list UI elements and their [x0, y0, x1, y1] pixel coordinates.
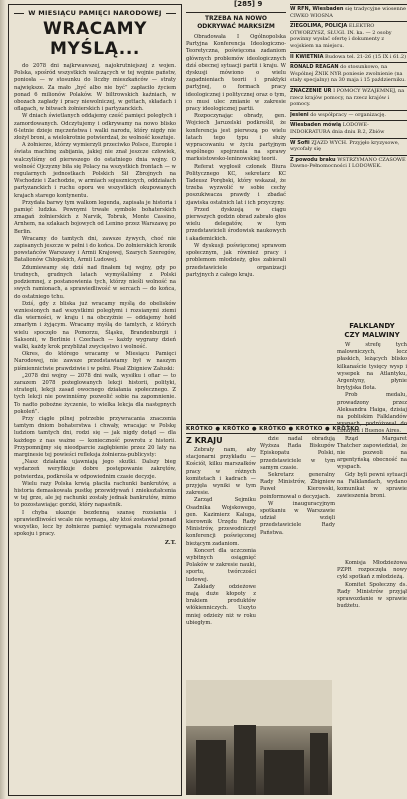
paragraph: „Nasz działania ujawniają jego skutki. Dalszy bieg wydarzeń weryfikuje dobre postępowanie zakrętów, potwierdza, podkreśla w odpowiednim czasie decyzje.	[14, 459, 176, 480]
brief-text: do współpracy — organizację.	[310, 111, 386, 118]
photo-sky	[186, 680, 332, 726]
brief-item	[290, 155, 407, 172]
paragraph: W strefę tych malowniczych, lecz płaskich, leżących blisko kilkanaście tysięcy wysp i wysepek na Atlantyku, Argentyny, płynie brytyjska flota.	[337, 342, 407, 392]
brief-item	[290, 110, 407, 121]
section-z-kraju-cont	[260, 436, 335, 676]
article-body	[186, 34, 286, 279]
brief-text: ZJAZD WYCH. Przyjęło kryzysowe, wycofały się	[290, 139, 400, 153]
headline-line: ODKRYWAĆ MARKSIZM	[197, 22, 275, 30]
news-item: Zakłady odzieżowe mają duże kłopoty z brakiem produktów włókienniczych. Uszyto mniej odzieży niż w roku ubiegłym.	[186, 583, 256, 626]
paragraph: do 2078 dni najkrwawszej, najokrutniejszej z wojen. Polska, spośród wszystkich walczących w tej wojnie państw, poniosła — w stosunku do liczby mieszkańców — straty największe. Za mało „być albo nie być” zapłaciło życiem ponad 6 milionów Polaków. W biltrowskich kaźniach, w obozach zagłady i pracy niewolniczej, w gettach, składach i oflagach, w bitwach żołnierskich i partyzanckich.	[14, 63, 176, 113]
kicker-row	[14, 9, 176, 17]
paragraph: Przy ciągłe pilnej potrzebie przywracania znaczenia tamtym dniom bohaterstwa i chwały, wracając w Polskę ludziom tamtych dni, rodzi się — jak nigdy dotąd — dla każdego z nas ważne — konieczność powrotu z historii. Przypomnijmy się nieodparcie zagłębienie przez 20 laty na marginesie tej powieści refleksja żołnierza-publicysty:	[14, 415, 176, 458]
article-kicker: W MIESIĄCU PAMIĘCI NARODOWEJ	[28, 9, 162, 17]
brief-item	[290, 62, 407, 86]
paragraph: Prob medalu, prowadzony przez Aleksandra Haiga, dzisiaj na pobliskim Falklandów wyspach, podróżował do Londynu i Buenos Aires.	[337, 392, 407, 435]
brief-title: RONALD REAGAN	[290, 64, 339, 71]
brief-item	[290, 21, 407, 51]
article-headline	[186, 12, 286, 30]
paragraph: Gdy byli pewni sytuacji na Falklandach, wydano komunikat w sprawie zawieszenia broni.	[337, 471, 407, 500]
article-wracamy-mysla	[8, 4, 182, 796]
headline-line: FALKLANDY	[349, 322, 395, 330]
article-body	[337, 342, 407, 500]
news-item: Zebrały nam, aby stacjonarni przykładu — Kościół, kilku marszałków pracy w różnych komitetach i kadrach — przyjęła wyniki w tym zakresie.	[186, 447, 256, 497]
paragraph: Okres, do którego wracamy w Miesiącu Pamięci Narodowej, nie zawsze przedstawiamy był w naszym piśmiennictwie prawdziwie i w pełni. Pisał Zbigniew Załuski:	[14, 351, 176, 372]
article-headline	[337, 322, 407, 340]
brief-title: II KWIETNIA	[290, 53, 324, 60]
brief-title: Jesieni	[290, 111, 309, 118]
krotko-banner: KRÓTKO ● KRÓTKO ● KRÓTKO ● KRÓTKO ● KRÓTKO	[186, 424, 407, 434]
brief-text: LODOWE-INDOKRATURA dnia dniu B.2, Zbiów	[290, 122, 385, 135]
paragraph: Wielu razy Polska krwią płaciła rachunki bankrutów, a historia demaskowała pustkę przewidywań i zniekształcenia w tej grze, ale jej rachunki zostały jednak bankrutów, mimo to pozostawiając gorzki, który napastnik.	[14, 480, 176, 509]
photo-building	[264, 750, 304, 795]
paragraph: Rząd Margaret Thatcher zapowiedział, że nie pozwoli na argentyńską obecność na wyspach.	[337, 435, 407, 471]
brief-title: W Sofii	[290, 139, 310, 146]
brief-item	[290, 120, 407, 137]
paragraph: Rozpoczynając obrady, gen. Wojciech Jaruzelski podkreślił, że konferencja jest pierwszą po wielu latach tego typu i służy wypracowaniu w życiu partyjnym wspólnego spojrzenia na sprawy marksistowsko-leninowskiej teorii.	[186, 113, 286, 163]
paragraph: Przed dyskusją w ciągu pierwszych godzin obrad zabrało głos wielu delegatów, w tym przedstawicieli środowisk naukowych i akademickich.	[186, 206, 286, 242]
section-heading: Z KRAJU	[186, 436, 223, 445]
brief-text: WSTRZYMANO CZASOWE Dawno-Pełnomocności I LODOWEK.	[290, 156, 406, 170]
brief-text: do stosunkowo, na Wspólnej ŻNIK NYR poniesie zwolnienie (na stały specjalny) na 30 maja i 15 październiku.	[290, 64, 406, 84]
brief-title: Z powodu braku	[290, 156, 336, 163]
paragraph: Referat wygłosił członek Biura Politycznego KC, sekretarz KC Tadeusz Porębski, który wskazał, że trzeba wyzwolić w sobie cechy poszukiwacza prawdy i zbadać zjawiska ostatnich lat i ich przyczyny.	[186, 163, 286, 206]
headline-line: TRZEBA NA NOWO	[204, 15, 268, 22]
section-body	[186, 447, 256, 627]
brief-title: Wiesbaden mówią	[290, 122, 342, 129]
paragraph: Przydała barwy tym walkom legenda, zapisała je historia i pamięć ludzka. Pewnymi trwałe symbole bohaterskich zmagań żołnierskich z Narvik, Tobruk, Monte Cassino, Arnhem, na szlakach bojowych od Lenino przez Warszawę po Berlin.	[14, 199, 176, 235]
paragraph: Obradowała I Ogólnopolska Partyjna Konferencja Ideologiczno-Teoretyczna, poświęcona zadaniom głównych problemów ideologicznych dziś obecnej sytuacji partii i kraju. W dyskusji mówiono o wielu zagadnieniach teorii i praktyki partyjnej, o formach pracy ideologicznej i politycznej oraz o tym, co musi ulec zmianie w zakresie pracy ideologicznej partii.	[186, 34, 286, 113]
photo-building	[310, 733, 328, 795]
paragraph: I chyba ukazuje bezdenną szansę rozsiania i sprawiedliwości wcale nie wymaga, aby ktoś zostawiał ponad wszystko, lecz by żołnierze pamięć wymagała rozważnego spokoju i pracy.	[14, 509, 176, 538]
article-headline: WRACAMY MYŚLĄ...	[42, 19, 148, 59]
brief-text: się tradycyjne wiosenne CIWKO WIOSNA	[290, 6, 406, 19]
paragraph: Zdumiewamy się dziś nad finałem tej wojny, gdy po trudnych, grudnych latach wymyślaliśmy z Polski podziemnej, z postanowienia tych, którzy nieśli wolność na swych ramionach, a sprawiedliwość w sercach — do końca, do ostatniego tchu.	[14, 264, 176, 300]
paragraph: Dziś, gdy z bliska już wracamy myślą do obelisków wzniesionych nad wszystkimi poległymi i rozsianymi ziemi dla wierności, w kraju i na obczyźnie — oddajemy hołd zmarłym i żyjącym. Wracamy myślą do tamtych, z których wielu spoczęło na Pomorzu, Śląsku, Brandenburgii i Saksonii, w Berlinie i Czechach — każdy wygrany dzień walki, każdy krok przybliżał zwycięstwo i wolność.	[14, 300, 176, 350]
headline-line: CZY MALWINY	[344, 331, 400, 339]
rule-right	[166, 13, 176, 14]
section-body	[260, 436, 335, 537]
news-item: Koncert dla uczczenia wybitnych osiągnięć Polaków w zakresie nauki, sportu, twórczości ludowej.	[186, 547, 256, 583]
brief-text: I POMOCY WZAJEMNEJ, na rzecz krajów pomocy, na rzecz krajów i pomocy.	[290, 87, 405, 108]
photo-building	[196, 740, 226, 795]
section-z-kraju-cont2	[337, 560, 407, 796]
section-z-kraju	[186, 436, 256, 676]
article-signature: Z.T.	[164, 540, 176, 547]
news-item: W inauguracyjnym spotkaniu w Warszawie udział wzięli przedstawiciele Rady Państwa.	[260, 500, 335, 536]
paragraph: Wracamy do tamtych dni, zawsze żywych, choć nie zapisanych jeszcze w pełni i do końca. Do żołnierskich kronik powstańców Warszawy i Armii Krajowej, Szarych Szeregów, Batalionów Chłopskich, Armii Ludowej.	[14, 235, 176, 264]
article-body	[14, 63, 176, 538]
brief-item	[290, 86, 407, 110]
brief-text: Budowa tel. 21-26 (15 IX i 61.2)	[325, 53, 407, 60]
brief-item	[290, 4, 407, 21]
news-photo	[186, 680, 332, 795]
rule-left	[14, 13, 24, 14]
brief-item	[290, 52, 407, 63]
paragraph: „2078 dni wojny — 2078 dni walk, wysiłku i ofiar — to zarazem 2078 pożeglowanych lekcji historii, polityki, strategii, lekcji zasad owocnego działania społecznego. Z tych lekcji nie powinniśmy pozwolić sobie na zapomnienie. To nadto pobożne życzenie, to wielka lekcja dla następnych pokoleń”.	[14, 372, 176, 415]
brief-text: ELEKTRO OTWORZYSZ, SŁUGI. IN. ka. — 2 osoby powinny wysłać ofertę i dokumenty z wojskiem na miejscu.	[290, 23, 392, 49]
brief-title: ZNACZENIE UR	[290, 87, 332, 94]
news-item: Komisja Młodzieżowa PZPR rozpoczęła nowy cykl spotkań z młodzieżą.	[337, 560, 407, 581]
news-item: Sekretarz generalny Rady Ministrów, Zbigniew Paweł Kierowski, poinformował o decyzjach.	[260, 472, 335, 500]
brief-item	[290, 138, 407, 155]
brief-title: ZIEGOLIMA, POLICJA	[290, 23, 348, 30]
brief-title: W RFN, Wiesbaden	[290, 6, 344, 12]
news-item: Komitet Społeczny ds. Rady Ministrów przyjął sprawozdanie w sprawie budżetu.	[337, 581, 407, 610]
paragraph: W dniach świetlanych oddajemy cześć pamięci poległych i zamordowanych. Odczytujemy i odkrywamy na nowo blisko 6-letnie dzieje męczeństwa i walki narodu, który nigdy nie złożył broni, a wielokrotnie potwierdzał, że wolność kosztuje.	[14, 113, 176, 142]
news-briefs	[290, 4, 407, 304]
section-body	[337, 560, 407, 610]
photo-building	[234, 725, 256, 795]
page-number: [285] 9	[234, 0, 263, 8]
paragraph: A żołnierze, którzy wymierzyli przeciwko Polsce, Europie i świata machinę zabijania, jakiej nie znał jeszcze człowiek, walczyliśmy od pierwszego do ostatniego dnia wojny. O wolność Ojczyzny biła się Polacy na wszystkich frontach — w regularnych jednostkach Polskich Sił Zbrojnych na Wschodzie i Zachodzie, w armiach sojuszniczych, oddziałach partyzanckich i ruchu oporu we wszystkich okupowanych krajach starego kontynentu.	[14, 142, 176, 199]
article-marksizm	[186, 12, 286, 432]
news-item: Zarząd Sejmiku Osadnika Wojskowego, gen. Kazimierz Kaluga, kierownik Urzędu Rady Ministrów, przewodniczył konferencji poświęconej bieżącym zadaniom.	[186, 497, 256, 547]
news-item: dzie nadal obradują Wyższa Rada Biskupów Episkopatu Polski, przedstawiciele w tym samym czasie.	[260, 436, 335, 471]
page-fold-shadow	[0, 0, 6, 799]
paragraph: W dyskusji poświęconej sprawom społecznym, jak również pracy i problemom młodzieży, głos zabierali przedstawiciele organizacji partyjnych z całego kraju.	[186, 242, 286, 278]
